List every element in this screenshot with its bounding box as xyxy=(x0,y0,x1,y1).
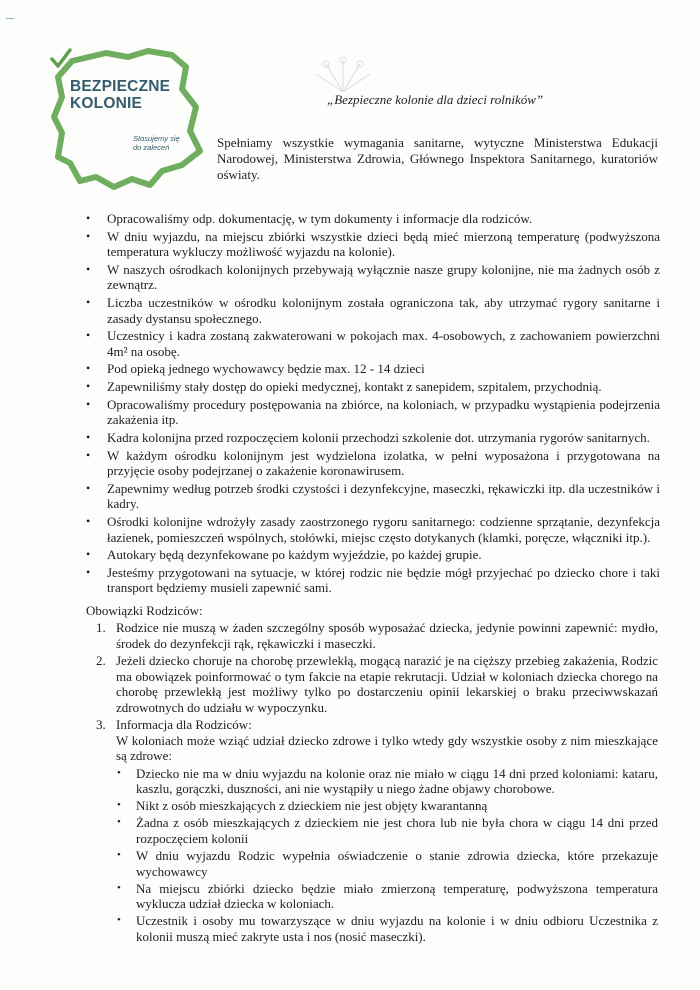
list-item: • Uczestnik i osoby mu towarzyszące w dniu wyjazdu na kolonie i w dniu odbioru Uczestnika z kolonii muszą mieć zakryte usta i nos (nosić maseczki). xyxy=(116,913,658,944)
checkmark-icon xyxy=(50,47,72,69)
parents-duties-heading: Obowiązki Rodziców: xyxy=(86,603,203,618)
item-number: 1. xyxy=(96,620,106,635)
logo-title-line2: KOLONIE xyxy=(70,95,143,112)
item-text: Rodzice nie muszą w żaden szczególny sposób wyposażać dziecka, jedynie powinni zapewnić: mydło, środek do dezynfekcji rąk, rękawiczki i maseczki. xyxy=(116,620,658,651)
list-item: • Żadna z osób mieszkających z dzieckiem nie jest chora lub nie była chora w ciągu 14 dni przed rozpoczęciem kolonii xyxy=(116,815,658,846)
logo-tagline-line1: Stosujemy się xyxy=(133,134,180,143)
numbered-item xyxy=(96,653,658,715)
list-item: • Nikt z osób mieszkających z dzieckiem nie jest objęty kwarantanną xyxy=(116,798,658,814)
item-number: 3. xyxy=(96,717,106,732)
list-item: • Zapewniliśmy stały dostęp do opieki medycznej, kontakt z sanepidem, szpitalem, przychodnią. xyxy=(82,379,660,395)
list-item: • Pod opieką jednego wychowawcy będzie max. 12 - 14 dzieci xyxy=(82,361,660,377)
list-item: • Zapewnimy według potrzeb środki czystości i dezynfekcyjne, maseczki, rękawiczki itp. dla uczestników i kadry. xyxy=(82,481,660,512)
list-item: • W naszych ośrodkach kolonijnych przebywają wyłącznie nasze grupy kolonijne, nie ma żadnych osób z zewnątrz. xyxy=(82,262,660,293)
info-paragraph: W koloniach może wziąć udział dziecko zdrowe i tylko wtedy gdy wszystkie osoby z nim mieszkające są zdrowe: xyxy=(116,732,658,763)
list-item: • Opracowaliśmy odp. dokumentację, w tym dokumenty i informacje dla rodziców. xyxy=(82,211,660,227)
list-item: • W dniu wyjazdu, na miejscu zbiórki wszystkie dzieci będą mieć mierzoną temperaturę (podwyższona temperatura wykluczy możliwość wyjazdu na kolonie). xyxy=(82,229,660,260)
list-item: • Dziecko nie ma w dniu wyjazdu na kolonie oraz nie miało w ciągu 14 dni przed koloniami: kataru, kaszlu, gorączki, duszności, ani nie wystąpiły u niego żadne objawy chorobowe. xyxy=(116,766,658,797)
list-item: • Liczba uczestników w ośrodku kolonijnym została ograniczona tak, aby utrzymać rygory sanitarne i zasady dystansu społecznego. xyxy=(82,295,660,326)
item-text: Jeżeli dziecko choruje na chorobę przewlekłą, mogącą narazić je na cięższy przebieg zakażenia, Rodzic ma obowiązek poinformować o tym fakcie na etapie rekrutacji. Udział w koloniach dziecka chorego na chorobę przewlekłą jest możliwy tylko po dostarczeniu opinii lekarskiej o braku przeciwwskazań zdrowotnych do udziału w wypoczynku. xyxy=(116,653,658,715)
list-item: • Na miejscu zbiórki dziecko będzie miało zmierzoną temperaturę, podwyższona temperatura wyklucza udział dziecka w koloniach. xyxy=(116,881,658,912)
list-item: • W dniu wyjazdu Rodzic wypełnia oświadczenie o stanie zdrowia dziecka, które przekazuje wychowawcy xyxy=(116,848,658,879)
logo-tagline-line2: do zaleceń xyxy=(133,142,170,152)
list-item: • Uczestnicy i kadra zostaną zakwaterowani w pokojach max. 4-osobowych, z zachowaniem powierzchni 4m² na osobę. xyxy=(82,328,660,359)
numbered-item xyxy=(96,620,658,651)
list-item: • W każdym ośrodku kolonijnym jest wydzielona izolatka, w pełni wyposażona i przygotowana na przyjęcie osoby podejrzanej o zakażenie koronawirusem. xyxy=(82,448,660,479)
measures-list xyxy=(82,211,660,598)
list-item: • Opracowaliśmy procedury postępowania na zbiórce, na koloniach, w przypadku wystąpienia podejrzenia zakażenia itp. xyxy=(82,397,660,428)
bezpieczne-kolonie-logo xyxy=(50,47,205,190)
list-item: • Autokary będą dezynfekowane po każdym wyjeździe, po każdej grupie. xyxy=(82,547,660,563)
parents-duties-list xyxy=(96,620,658,946)
health-conditions-list xyxy=(116,766,658,945)
intro-paragraph: Spełniamy wszystkie wymagania sanitarne, wytyczne Ministerstwa Edukacji Narodowej, Ministerstwa Zdrowia, Głównego Inspektora Sanitarnego, kuratoriów oświaty. xyxy=(217,135,658,182)
poland-map-outline-icon xyxy=(50,47,205,190)
corner-mark xyxy=(6,18,14,19)
logo-title-line1: BEZPIECZNE xyxy=(70,78,171,95)
list-item: • Kadra kolonijna przed rozpoczęciem kolonii przechodzi szkolenie dot. utrzymania rygorów sanitarnych. xyxy=(82,430,660,446)
item-text: Informacja dla Rodziców: xyxy=(116,717,252,732)
numbered-item xyxy=(96,717,658,944)
list-item: • Jesteśmy przygotowani na sytuacje, w której rodzic nie będzie mógł przyjechać po dziecko chore i taki transport będziemy musieli zapewnić sami. xyxy=(82,565,660,596)
item-number: 2. xyxy=(96,653,106,668)
list-item: • Ośrodki kolonijne wdrożyły zasady zaostrzonego rygoru sanitarnego: codzienne sprzątanie, dezynfekcja łazienek, pomieszczeń wspólnych, stołówki, miejsc często dotykanych (klamki, poręcze, włączniki itp.). xyxy=(82,514,660,545)
logo-tagline xyxy=(133,135,180,152)
logo-title xyxy=(70,78,170,112)
document-subtitle: „Bezpieczne kolonie dla dzieci rolników” xyxy=(327,92,544,107)
